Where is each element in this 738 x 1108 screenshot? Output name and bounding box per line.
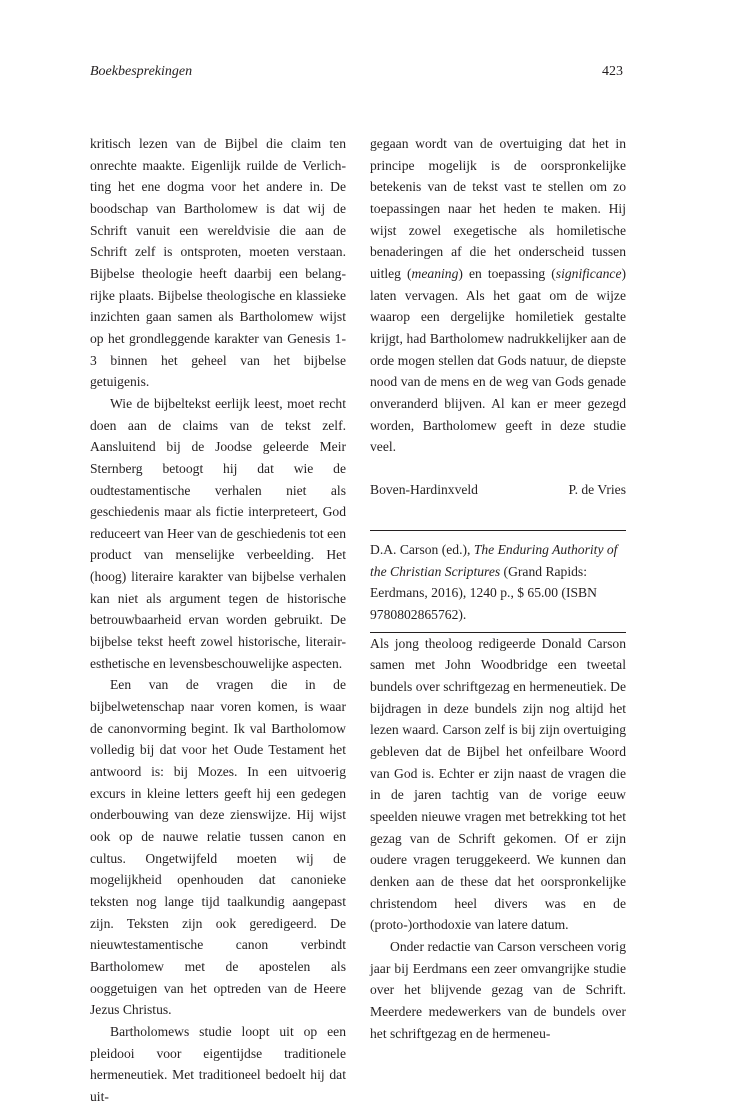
term-significance: significance <box>555 265 622 281</box>
text-run: gegaan wordt van de overtuiging dat het in principe mogelijk is de oorspronkelijke betekenis van de tekst vast te stellen om zo toepassingen naar het heden te maken. Hij wijst zowel exegetische als homiletische benaderingen af die het onderscheid tussen uitleg ( <box>370 136 626 281</box>
signoff-place: Boven-Hardinxveld <box>370 482 478 498</box>
right-column <box>370 133 626 1044</box>
citation-details: (Grand Rapids: Eerdmans, 2016), 1240 p., $ 65.00 (ISBN 9780802865762). <box>370 563 597 623</box>
paragraph: Als jong theoloog redigeerde Donald Carson samen met John Woodbridge een tweetal bundels over schriftgezag en hermeneutiek. De bijdragen in deze bundels zijn nog altijd het lezen waard. Carson zelf is bij zijn overtuiging gebleven dat de Bijbel het onfeilbare Woord van God is. Echter er zijn naast de vragen die in de jaren tachtig van de vorige eeuw speelden nieuwe vragen met betrekking tot het gezag van de Schrift gekomen. Of er zijn oudere vragen teruggekeerd. We kunnen dan denken aan de these dat het oorspronkelijke christendom heel divers was en de (proto-)orthodoxie van latere datum. <box>370 635 626 933</box>
section-title: Boekbesprekingen <box>90 64 193 79</box>
paragraph: Bartholomews studie loopt uit op een pleidooi voor eigentijdse traditionele hermeneutiek. Met traditioneel bedoelt hij dat uit- <box>90 1023 346 1104</box>
book-citation <box>370 531 626 626</box>
text-run: ) en toepassing ( <box>458 265 556 281</box>
page-number: 423 <box>602 64 623 79</box>
citation-author: D.A. Carson (ed.), <box>370 542 474 558</box>
left-column <box>90 133 346 1108</box>
paragraph: Een van de vragen die in de bijbelwetenschap naar voren komen, is waar de canonvorming begint. Ik val Bartholomow volledig bij dat voor het Oude Testament het antwoord is: bij Mozes. In een uitvoerig excurs in kleine letters geeft hij een gedegen onderbouwing van deze zienswijze. Hij wijst ook op de nauwe relatie tussen canon en cultus. Ongetwijfeld moeten wij de mogelijkheid openhouden dat canonieke teksten nog lange tijd taalkundig aangepast zijn. Teksten zijn ook geredigeerd. De nieuwtestamentische canon verbindt Bartholomew met de apostelen als ooggetuigen van het optreden van de Heere Jezus Christus. <box>90 677 346 1018</box>
text-run: ) laten vervagen. Als het gaat om de wijze waarop een dergelijke homiletiek gestalte krijgt, had Bartholomew nadrukkelijker aan de orde mogen stellen dat Gods natuur, de diepste nood van de mens en de weg van Gods genade onveranderd blijven. Al kan er meer gezegd worden, Bartholomew geeft in deze studie veel. <box>370 265 627 455</box>
review-signoff <box>370 479 626 501</box>
paragraph-continued: kritisch lezen van de Bijbel die claim ten onrechte maakte. Eigenlijk ruilde de Verlichting het ene dogma voor het andere in. De boodschap van Bartholomew is dat wij de Schrift vanuit een wereldvisie die aan de Schrift zelf is ontsproten, moeten verstaan. Bijbelse theologie heeft daarbij een belangrijke plaats. Bijbelse theologische en klassieke inzichten gaan samen als Bartholomew wijst op het grondleggende karakter van Genesis 1-3 binnen het geheel van het bijbelse getuigenis. <box>90 136 346 390</box>
paragraph: Onder redactie van Carson verscheen vorig jaar bij Eerdmans een zeer omvangrijke studie over het blijvende gezag van de Schrift. Meerdere medewerkers van de bundels over het schriftgezag en de hermeneu- <box>370 938 626 1041</box>
paragraph-continued <box>370 133 626 458</box>
signoff-author: P. de Vries <box>568 482 626 498</box>
term-meaning: meaning <box>411 265 459 281</box>
paragraph: Wie de bijbeltekst eerlijk leest, moet recht doen aan de claims van de tekst zelf. Aansluitend bij de Joodse geleerde Meir Sternberg betoogt hij dat wie de oudtestamentische verhalen niet als geschiedenis maar als fictie interpreteert, God reduceert van Heer van de geschiedenis tot een product van menselijke verbeelding. Het (hoog) literaire karakter van bijbelse verhalen kan niet als argument tegen de historische betrouwbaarheid ervan worden gebruikt. De bijbelse tekst heeft zowel historische, literair-esthetische en levensbeschouwelijke aspecten. <box>90 395 346 671</box>
citation-title: The Enduring Authority of the Christian Scriptures <box>370 542 618 579</box>
